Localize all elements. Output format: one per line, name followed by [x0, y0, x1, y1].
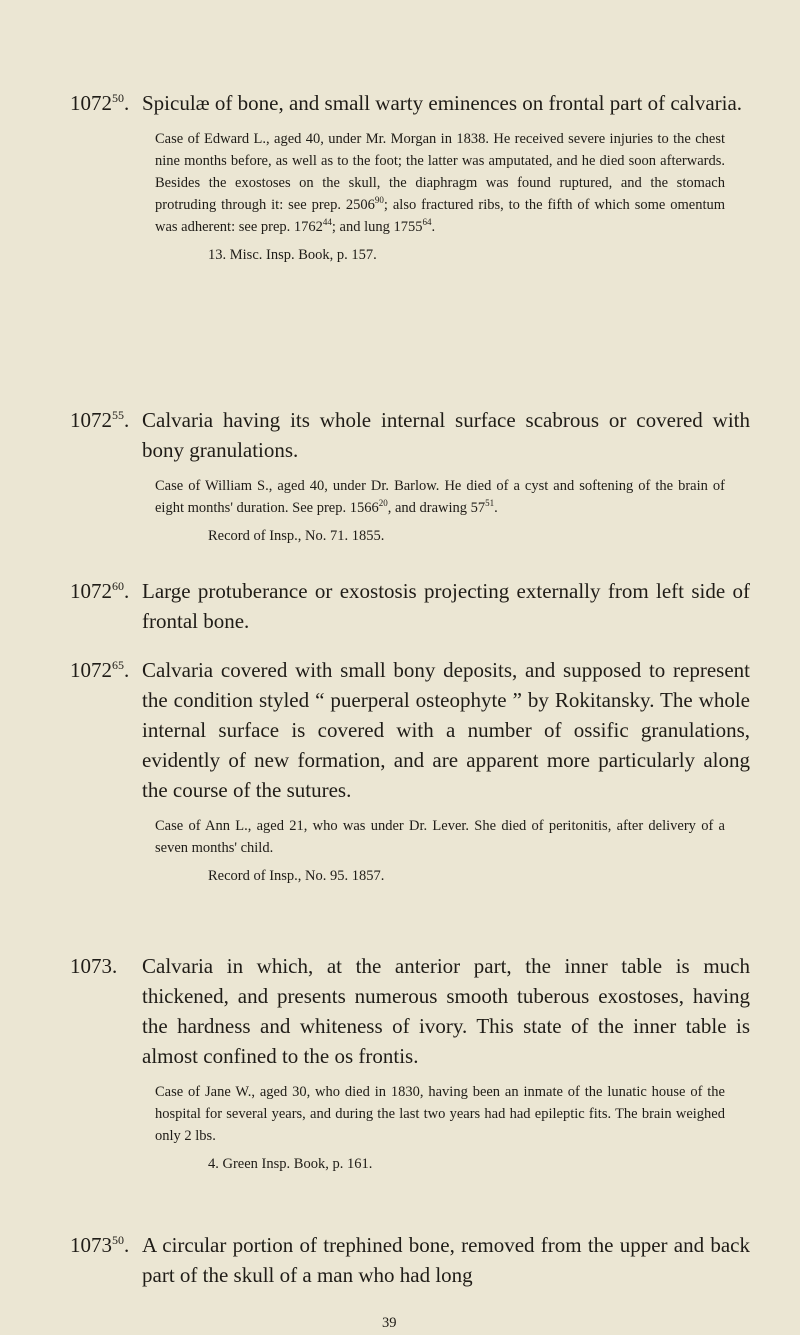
entry-number: 1072$^{55}$. [70, 408, 130, 432]
entry-title: Spiculæ of bone, and small warty eminences on frontal part of calvaria. [142, 91, 743, 115]
entry-number: 1073. [70, 954, 118, 978]
entry-number: 1072$^{65}$. [70, 658, 130, 682]
catalogue-entry [70, 405, 750, 547]
catalogue-entry [70, 951, 750, 1175]
entry-title: Calvaria having its whole internal surface scabrous or covered with bony granulations. [142, 408, 750, 462]
entry-number: 1072$^{50}$. [70, 91, 130, 115]
catalogue-entry [70, 1230, 750, 1290]
catalogue-entry [70, 655, 750, 887]
case-note: Case of Edward L., aged 40, under Mr. Morgan in 1838. He received severe injuries to the chest nine months before, as well as to the foot; the latter was amputated, and he died soon afterwards. Besides the exostoses on the skull, the diaphragm was found ruptured, and the stomach protruding through it: see prep. 2506$^{90}$; also fractured ribs, to the fifth of which some omentum was adherent: see prep. 1762$^{44}$; and lung 1755$^{64}$. [155, 131, 726, 235]
record-reference: Record of Insp., No. 71. 1855. [208, 528, 385, 544]
entry-title: Calvaria covered with small bony deposits, and supposed to represent the condition styled “ puerperal osteophyte ” by Rokitansky. The whole internal surface is covered with a number of ossific granulations, evidently of new formation, and are apparent more particularly along the course of the sutures. [142, 658, 750, 802]
catalogue-entry [70, 576, 750, 636]
record-reference: Record of Insp., No. 95. 1857. [208, 868, 385, 884]
entry-number: 1073$^{50}$. [70, 1233, 130, 1257]
catalogue-entry [70, 88, 750, 266]
case-note: Case of Ann L., aged 21, who was under Dr. Lever. She died of peritonitis, after delivery of a seven months' child. [155, 818, 725, 856]
record-reference: 4. Green Insp. Book, p. 161. [208, 1156, 373, 1172]
record-reference: 13. Misc. Insp. Book, p. 157. [208, 247, 377, 263]
entry-title: A circular portion of trephined bone, removed from the upper and back part of the skull of a man who had long [142, 1233, 750, 1287]
case-note: Case of Jane W., aged 30, who died in 1830, having been an inmate of the lunatic house of the hospital for several years, and during the last two years had had epileptic fits. The brain weighed only 2 lbs. [155, 1084, 725, 1144]
entry-number: 1072$^{60}$. [70, 579, 130, 603]
entry-title: Large protuberance or exostosis projecting externally from left side of frontal bone. [142, 579, 750, 633]
page-number: 39 [382, 1315, 397, 1331]
case-note: Case of William S., aged 40, under Dr. Barlow. He died of a cyst and softening of the brain of eight months' duration. See prep. 1566$^{20}$, and drawing $57^{51}$. [155, 478, 725, 516]
entry-title: Calvaria in which, at the anterior part, the inner table is much thickened, and presents numerous smooth tuberous exostoses, having the hardness and whiteness of ivory. This state of the inner table is almost confined to the os frontis. [142, 954, 750, 1068]
